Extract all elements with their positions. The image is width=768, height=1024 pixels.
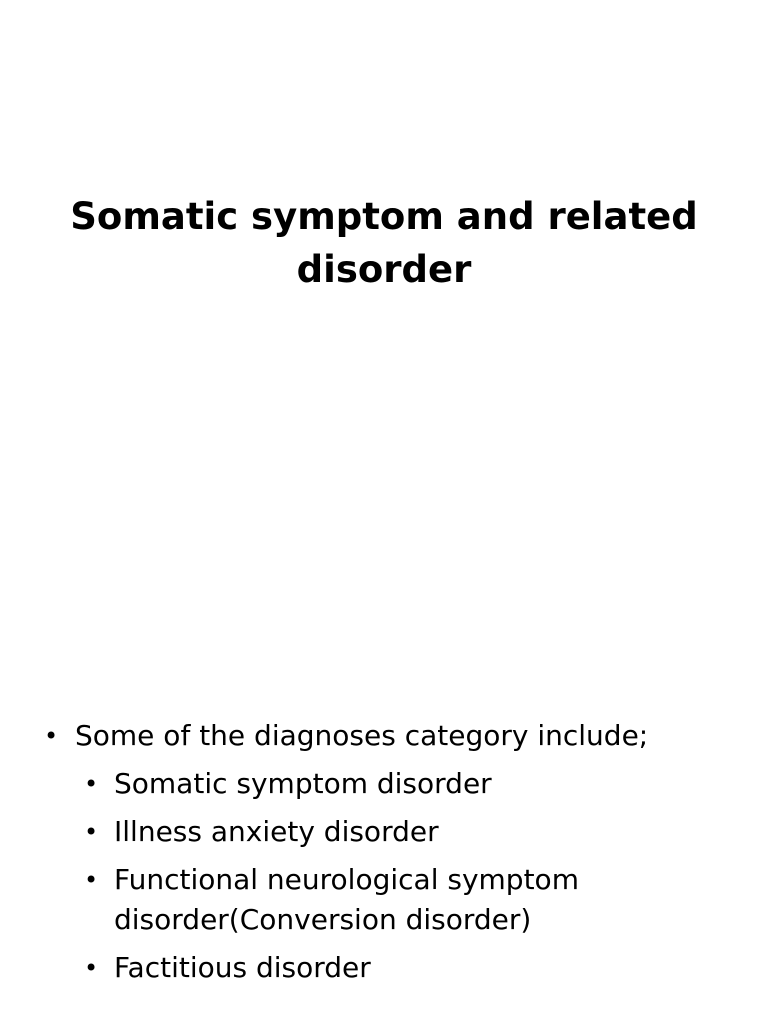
bullet-icon: •: [84, 818, 99, 846]
bullet-icon: •: [84, 954, 99, 982]
list-item: [40, 812, 740, 852]
bullet-icon: •: [84, 866, 99, 894]
list-item-text: Functional neurological symptom disorder(Conversion disorder): [114, 863, 579, 936]
list-item: [40, 764, 740, 804]
list-item-text: Somatic symptom disorder: [114, 767, 492, 800]
list-item-text: Factitious disorder: [114, 951, 371, 984]
list-item: [40, 716, 740, 756]
slide-title: Somatic symptom and related disorder: [70, 195, 698, 291]
bullet-icon: •: [44, 722, 59, 750]
bullet-icon: •: [84, 770, 99, 798]
list-item: [40, 860, 740, 940]
list-item-text: Some of the diagnoses category include;: [75, 719, 649, 752]
list-item: [40, 948, 740, 988]
list-item-text: Illness anxiety disorder: [114, 815, 439, 848]
bullet-list: [40, 716, 740, 996]
